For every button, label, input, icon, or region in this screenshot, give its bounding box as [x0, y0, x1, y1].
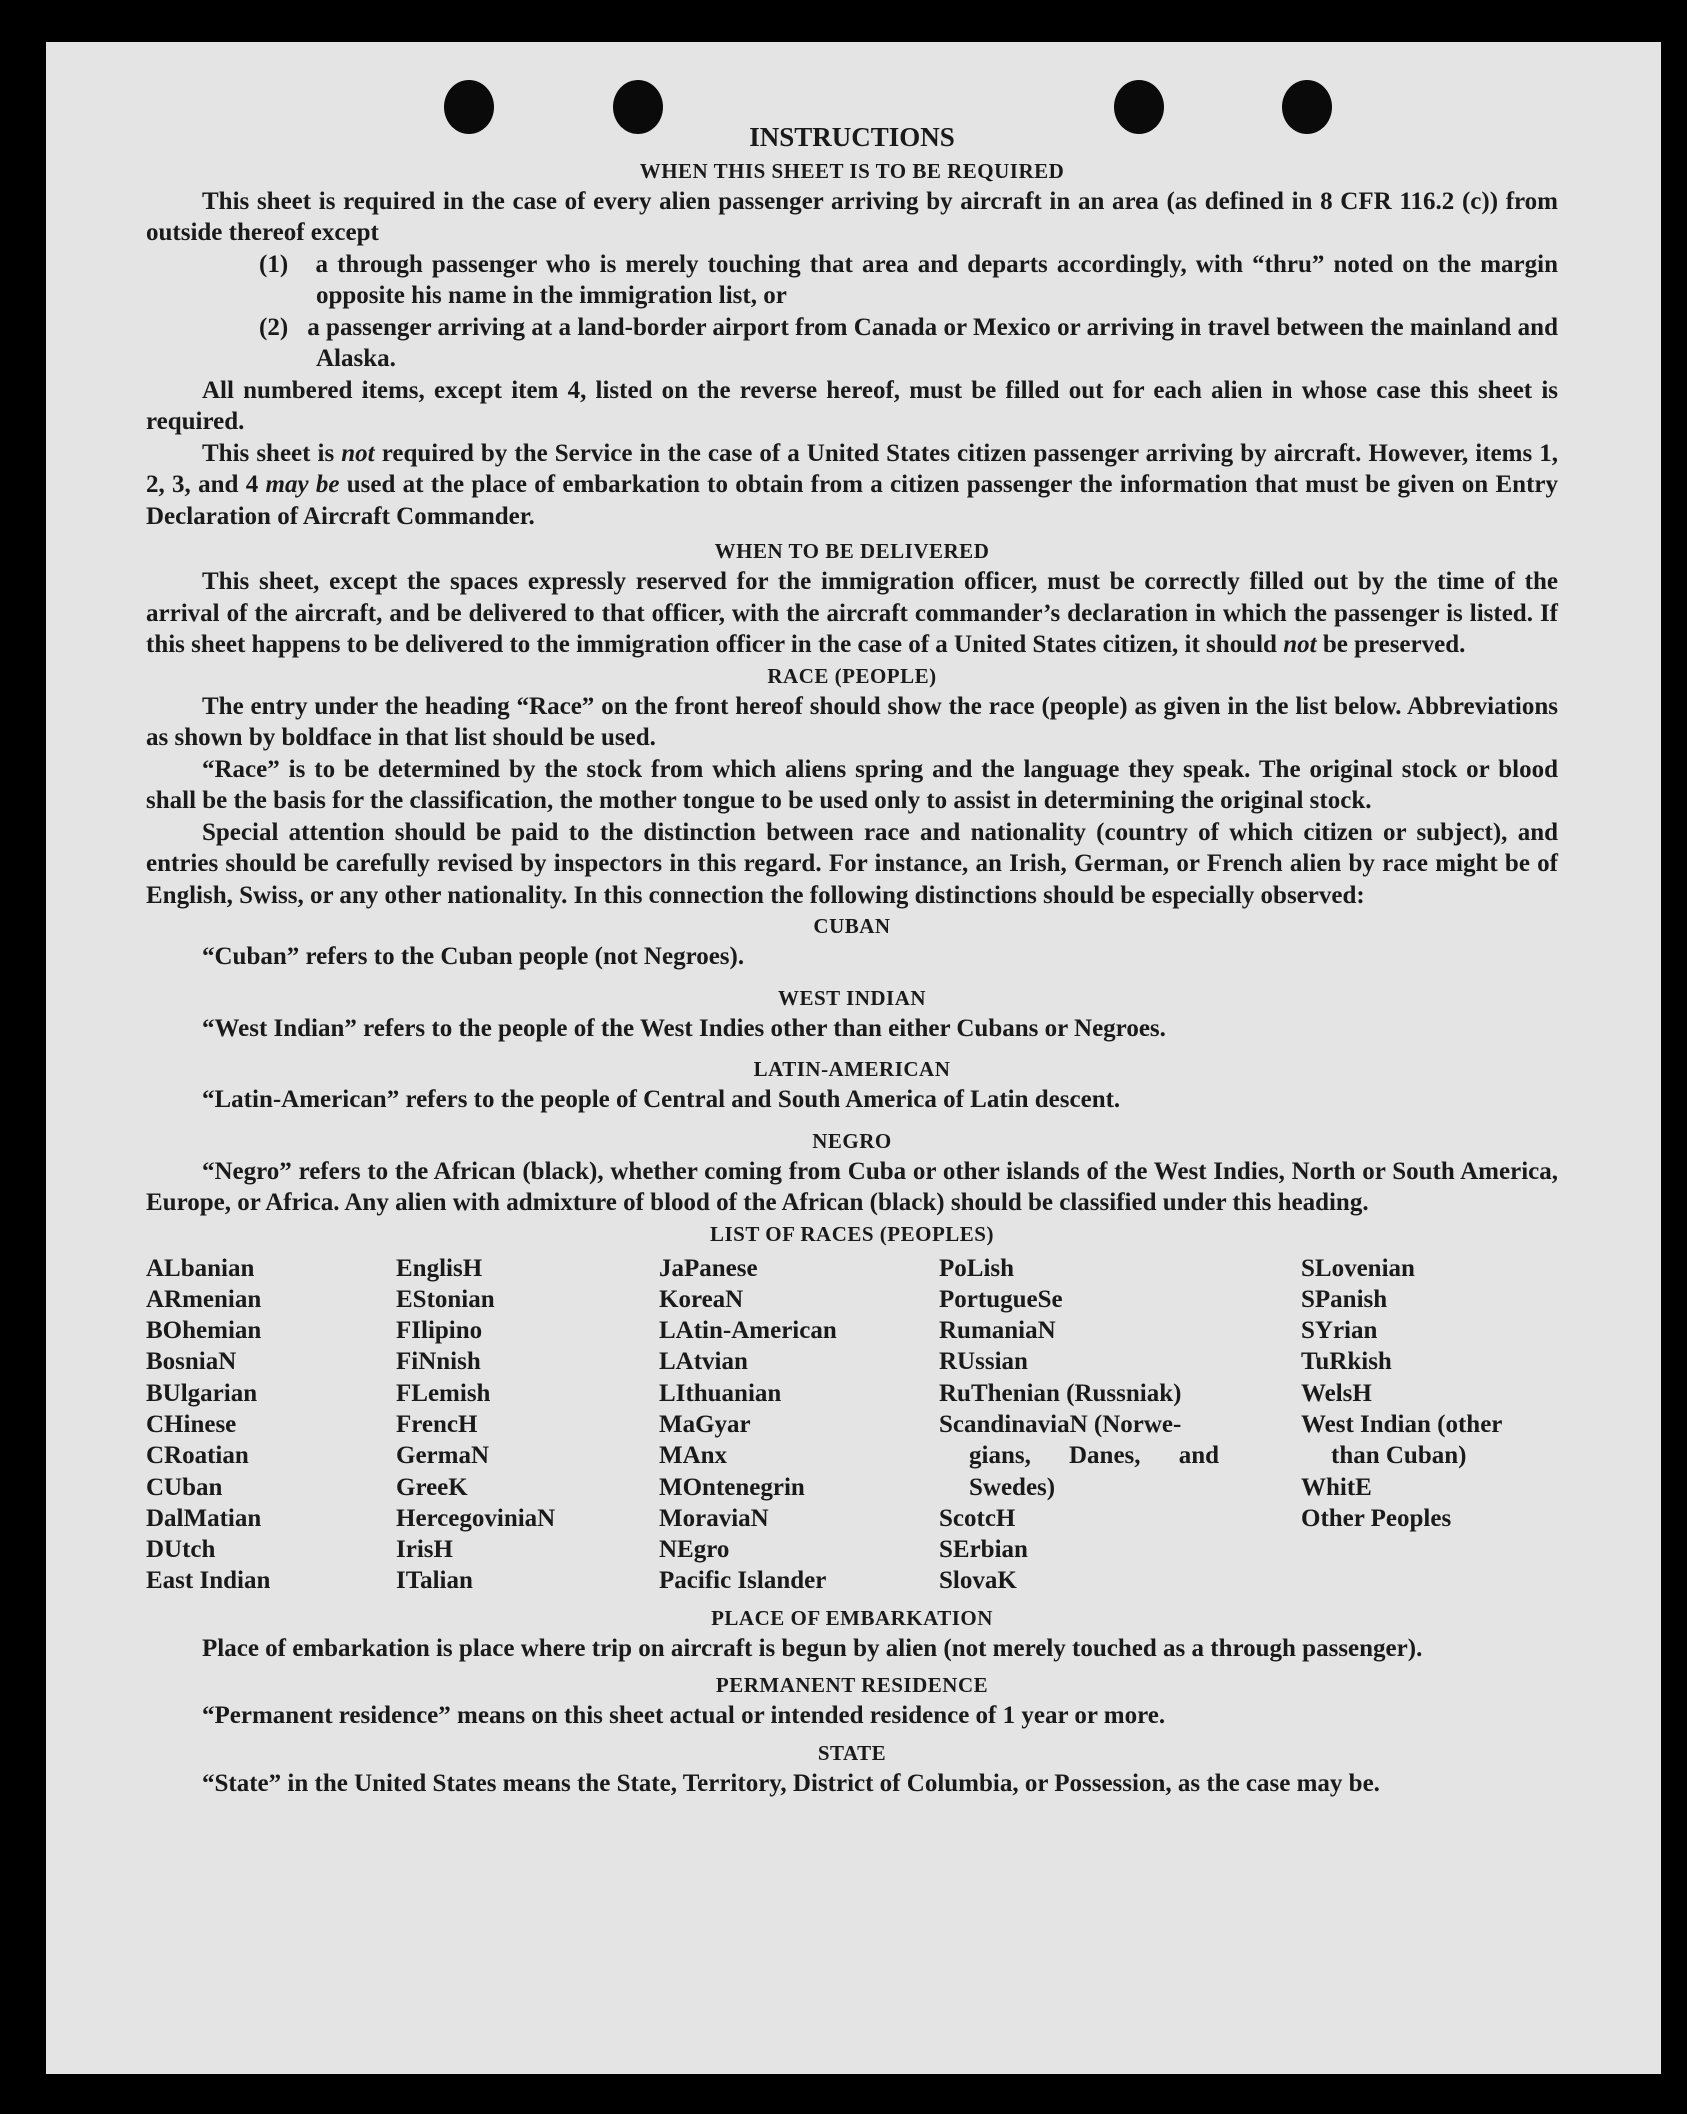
- race-item: SlovaK: [939, 1567, 1017, 1595]
- race-item: FiNnish: [396, 1348, 481, 1376]
- section-heading: WHEN TO BE DELIVERED: [714, 539, 990, 563]
- race-item: ALbanian: [146, 1254, 255, 1282]
- race-item: EnglisH: [396, 1254, 483, 1282]
- section-heading: PERMANENT RESIDENCE: [715, 1673, 989, 1698]
- section-heading: WHEN THIS SHEET IS TO BE REQUIRED: [639, 158, 1065, 183]
- text-run: required by the Service in the case of a United States citizen passenger arriving by aircraft. However, items 1, 2, 3, and 4: [146, 439, 1558, 498]
- race-item: FIlipino: [396, 1317, 483, 1345]
- race-item: HercegoviniaN: [396, 1504, 556, 1532]
- race-item: RuThenian (Russniak): [939, 1379, 1182, 1407]
- section-heading: LIST OF RACES (PEOPLES): [710, 1221, 994, 1246]
- section-heading: CUBAN: [813, 914, 891, 938]
- item-text: a through passenger who is merely touching that area and departs accordingly, with “thru” noted on the margin opposite his name in the immigration list, or: [315, 250, 1559, 309]
- race-item: GermaN: [396, 1442, 490, 1470]
- race-item: DalMatian: [146, 1504, 262, 1532]
- paragraph: Place of embarkation is place where trip on aircraft is begun by alien (not merely touched as a through passenger).: [202, 1634, 1423, 1662]
- paragraph: Special attention should be paid to the distinction between race and nationality (country of which citizen or subject), and entries should be carefully revised by inspectors in this regard. For instance, an Irish, German, or French alien by race might be of English, Swiss, or any other nationality. In this connection the following distinctions should be especially observed:: [146, 818, 1558, 909]
- race-column: [146, 1253, 396, 1597]
- race-item: ITalian: [396, 1567, 473, 1595]
- text-run: This sheet, except the spaces expressly reserved for the immigration officer, must be correctly filled out by the time of the arrival of the aircraft, and be delivered to that officer, with the aircraft commander’s declaration in which the passenger is listed. If this sheet happens to be delivered to the immigration officer in the case of a United States citizen, it should: [146, 568, 1558, 658]
- paragraph: “Permanent residence” means on this sheet actual or intended residence of 1 year or more.: [202, 1702, 1166, 1730]
- race-column: [659, 1253, 939, 1597]
- text-run: This sheet is: [202, 439, 342, 467]
- race-item: PoLish: [939, 1254, 1015, 1282]
- race-item-continued: than Cuban): [1331, 1442, 1467, 1470]
- text-run: used at the place of embarkation to obtain from a citizen passenger the information that must be given on Entry Declaration of Aircraft Commander.: [146, 471, 1558, 530]
- race-item: WelsH: [1301, 1379, 1372, 1407]
- emphasis: not: [1283, 631, 1317, 658]
- race-item: SPanish: [1301, 1285, 1388, 1313]
- item-text: a passenger arriving at a land-border airport from Canada or Mexico or arriving in travel between the mainland and Alaska.: [307, 313, 1558, 372]
- section-heading: RACE (PEOPLE): [767, 663, 937, 688]
- instructions-body: [146, 122, 1558, 1799]
- race-item: EStonian: [396, 1285, 495, 1313]
- race-column: [396, 1253, 659, 1597]
- paragraph: “Race” is to be determined by the stock from which aliens spring and the language they speak. The original stock or blood shall be the basis for the classification, the mother tongue to be used only to assist in determining the original stock.: [146, 755, 1558, 814]
- race-item: ScandinaviaN (Norwe-: [939, 1410, 1182, 1438]
- race-item: CHinese: [146, 1410, 237, 1438]
- race-item: BosniaN: [146, 1348, 237, 1376]
- race-column: [1301, 1253, 1558, 1597]
- paragraph: The entry under the heading “Race” on the front hereof should show the race (people) as given in the list below. Abbreviations as shown by boldface in that list should be used.: [146, 692, 1558, 751]
- list-item: [146, 249, 1558, 312]
- race-item: ARmenian: [146, 1285, 262, 1313]
- paragraph: “Latin-American” refers to the people of Central and South America of Latin descent.: [202, 1086, 1121, 1113]
- race-item: KoreaN: [659, 1285, 744, 1313]
- paragraph: “Negro” refers to the African (black), whether coming from Cuba or other islands of the West Indies, North or South America, Europe, or Africa. Any alien with admixture of blood of the African (black) should be classified under this heading.: [146, 1157, 1558, 1216]
- race-item: GreeK: [396, 1473, 468, 1501]
- race-item: CRoatian: [146, 1442, 249, 1470]
- race-list: [146, 1253, 1558, 1597]
- item-number: (2): [259, 313, 289, 341]
- section-heading: WEST INDIAN: [777, 985, 927, 1010]
- race-item: PortugueSe: [939, 1285, 1063, 1313]
- race-item: ScotcH: [939, 1504, 1016, 1532]
- paragraph: [146, 566, 1558, 661]
- race-item: FrencH: [396, 1410, 478, 1438]
- section-heading: LATIN-AMERICAN: [753, 1057, 951, 1081]
- race-item-continued: Swedes): [969, 1473, 1056, 1501]
- document-sheet: [46, 42, 1661, 2074]
- paragraph: “State” in the United States means the State, Territory, District of Columbia, or Possession, as the case may be.: [202, 1769, 1380, 1797]
- race-item: JaPanese: [659, 1254, 758, 1282]
- emphasis: not: [341, 439, 375, 467]
- race-item: WhitE: [1301, 1473, 1372, 1501]
- race-item: LIthuanian: [659, 1379, 782, 1407]
- paragraph: [146, 438, 1558, 533]
- paragraph: “Cuban” refers to the Cuban people (not Negroes).: [202, 943, 745, 970]
- race-item: BOhemian: [146, 1317, 262, 1345]
- race-item: FLemish: [396, 1379, 491, 1407]
- race-column: [939, 1253, 1301, 1597]
- paragraph: This sheet is required in the case of every alien passenger arriving by aircraft in an area (as defined in 8 CFR 116.2 (c)) from outside thereof except: [146, 187, 1558, 246]
- race-item: MOntenegrin: [659, 1473, 805, 1501]
- race-item: RUssian: [939, 1348, 1028, 1376]
- list-item: [146, 312, 1558, 375]
- page-title: INSTRUCTIONS: [749, 122, 955, 152]
- race-item: RumaniaN: [939, 1317, 1056, 1345]
- race-item: LAtvian: [659, 1348, 748, 1376]
- paragraph: All numbered items, except item 4, listed on the reverse hereof, must be filled out for each alien in whose case this sheet is required.: [146, 376, 1558, 435]
- race-item: MAnx: [659, 1442, 728, 1470]
- section-heading: PLACE OF EMBARKATION: [711, 1605, 993, 1630]
- race-item: DUtch: [146, 1536, 216, 1564]
- race-item: MoraviaN: [659, 1504, 769, 1532]
- section-heading: STATE: [817, 1740, 887, 1765]
- race-item: TuRkish: [1301, 1348, 1392, 1376]
- section-heading: NEGRO: [812, 1128, 892, 1153]
- text-run: be preserved.: [1316, 631, 1466, 658]
- race-item: LAtin-American: [659, 1317, 837, 1345]
- emphasis: may be: [265, 471, 340, 498]
- race-item: MaGyar: [659, 1410, 751, 1438]
- race-item-continued: gians, Danes, and: [969, 1442, 1219, 1470]
- race-item: Pacific Islander: [659, 1567, 827, 1595]
- paragraph: “West Indian” refers to the people of the West Indies other than either Cubans or Negroes.: [202, 1014, 1166, 1042]
- race-item: SYrian: [1301, 1317, 1378, 1345]
- race-item: East Indian: [146, 1567, 271, 1595]
- race-item: BUlgarian: [146, 1379, 258, 1407]
- race-item: NEgro: [659, 1536, 730, 1564]
- race-item: West Indian (other: [1301, 1410, 1503, 1438]
- item-number: (1): [259, 250, 289, 278]
- race-item: CUban: [146, 1473, 223, 1501]
- race-item: IrisH: [396, 1536, 453, 1564]
- race-item: SLovenian: [1301, 1254, 1415, 1282]
- race-item: SErbian: [939, 1536, 1028, 1564]
- race-item: Other Peoples: [1301, 1504, 1452, 1532]
